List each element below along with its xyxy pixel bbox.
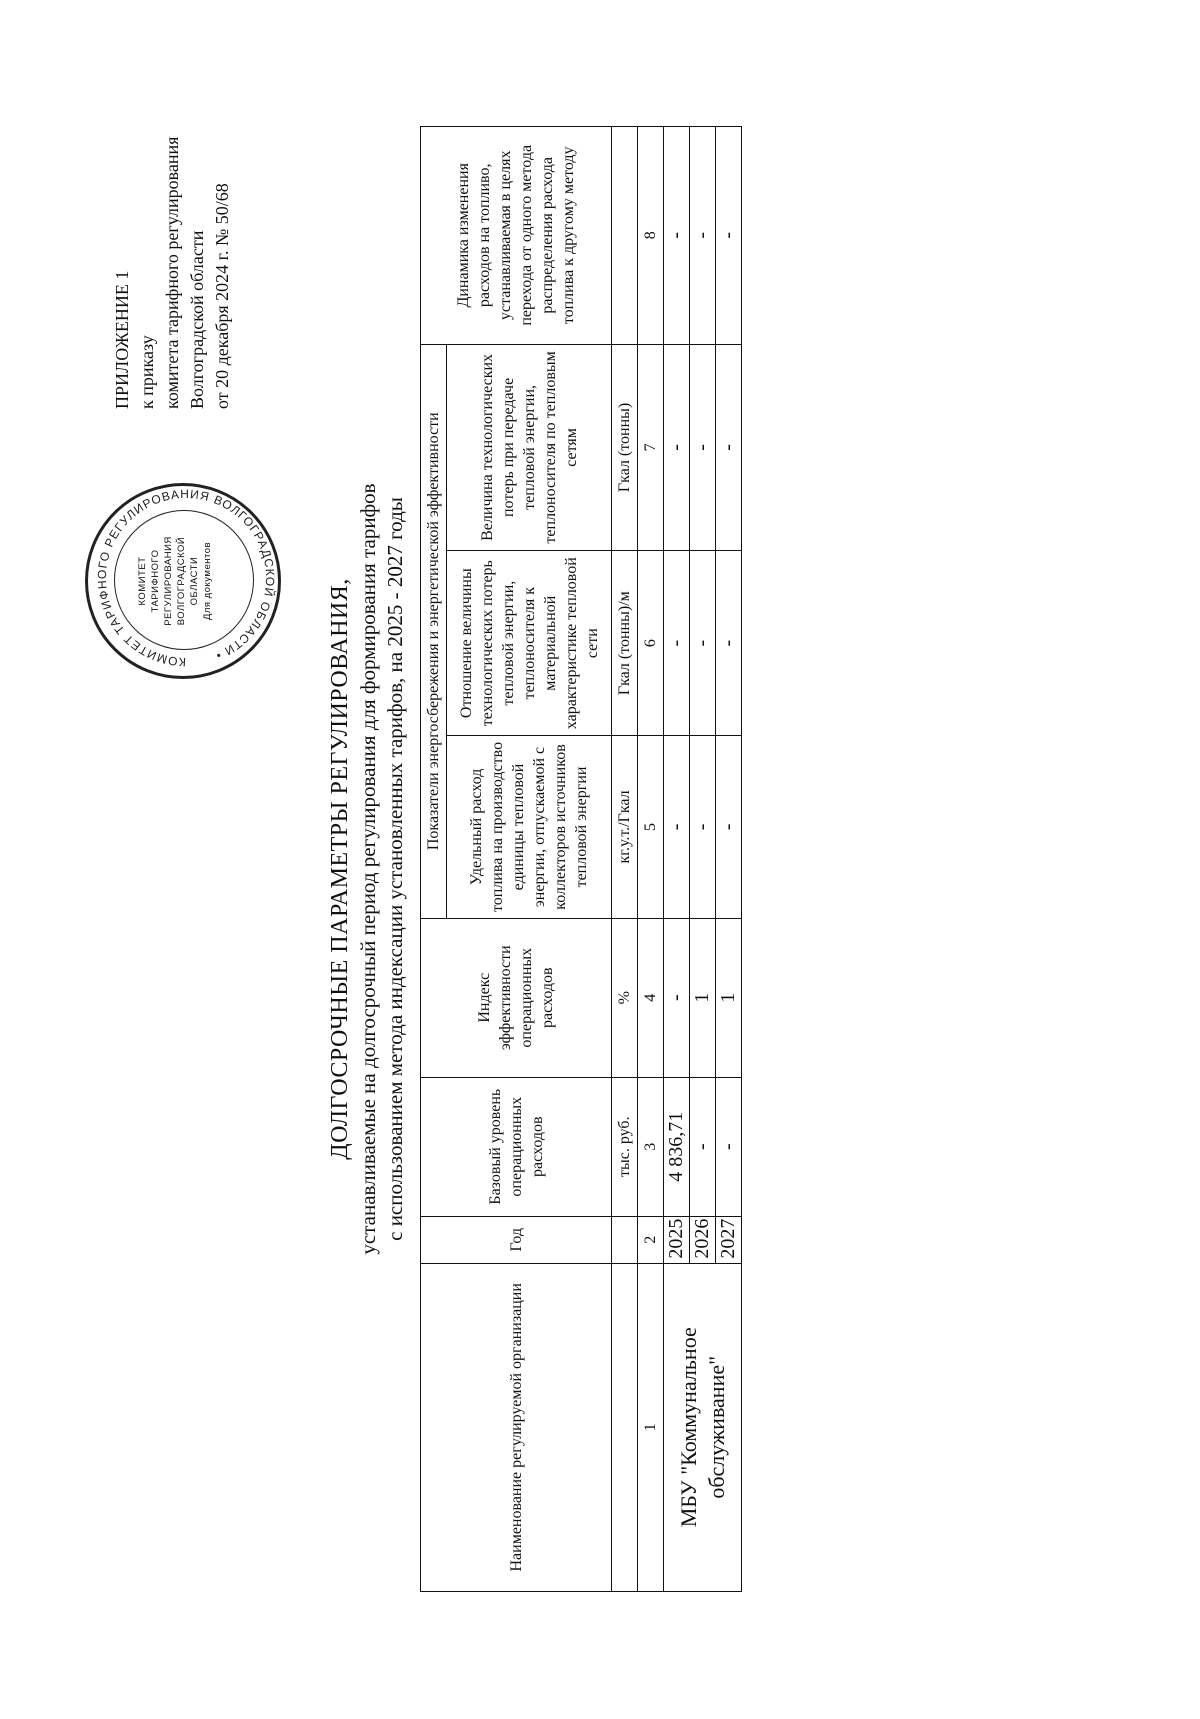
unit-cell [612, 1216, 638, 1263]
efficiency-index-cell: - [664, 918, 690, 1077]
seal-line: ВОЛГОГРАДСКОЙ [176, 536, 187, 626]
header-technological-losses: Величина технологических потерь при передаче тепловой энергии, теплоносителя по тепловым сетям [447, 344, 612, 551]
units-row [612, 127, 638, 1592]
document-subtitle [355, 319, 409, 1419]
base-level-cell: 4 836,71 [664, 1077, 690, 1216]
seal-line: ТАРИФНОГО [150, 549, 161, 613]
appendix-committee: комитета тарифного регулирования [162, 136, 182, 409]
base-level-cell: - [690, 1077, 716, 1216]
column-number: 5 [638, 736, 664, 919]
appendix-order-ref: к приказу [137, 335, 157, 409]
header-organization: Наименование регулируемой организации [421, 1263, 612, 1591]
column-number: 8 [638, 127, 664, 345]
subtitle-line-1: устанавливаемые на долгосрочный период регулирования для формирования тарифов [356, 483, 380, 1255]
column-number: 6 [638, 551, 664, 736]
unit-cell: % [612, 918, 638, 1077]
column-number-row [638, 127, 664, 1592]
fuel-consumption-cell: - [690, 736, 716, 919]
header-energy-indicators: Показатели энергосбережения и энергетической эффективности [421, 344, 447, 918]
appendix-date-number: от 20 декабря 2024 г. № 50/68 [212, 183, 232, 409]
unit-cell [612, 1263, 638, 1591]
organization-name: МБУ "Коммунальное обслуживание" [664, 1263, 742, 1591]
year-cell: 2027 [716, 1216, 742, 1263]
table-row [664, 127, 690, 1592]
column-number: 2 [638, 1216, 664, 1263]
fuel-dynamics-cell: - [716, 127, 742, 345]
seal-line: КОМИТЕТ [137, 556, 148, 606]
official-seal [85, 483, 281, 679]
seal-line: ОБЛАСТИ [189, 556, 200, 606]
header-row-1 [421, 127, 447, 1592]
fuel-dynamics-cell: - [690, 127, 716, 345]
header-loss-ratio: Отношение величины технологических потерь тепловой энергии, теплоносителя к материальной характеристике тепловой сети [447, 551, 612, 736]
efficiency-index-cell: 1 [716, 918, 742, 1077]
appendix-region: Волгоградской области [187, 230, 207, 409]
appendix-block [110, 29, 235, 409]
column-number: 4 [638, 918, 664, 1077]
column-number: 1 [638, 1263, 664, 1591]
header-fuel-dynamics: Динамика изменения расходов на топливо, устанавливаемая в целях перехода от одного метода распределения расхода топлива к другому методу [421, 127, 612, 345]
header-base-level: Базовый уровень операционных расходов [421, 1077, 612, 1216]
fuel-consumption-cell: - [716, 736, 742, 919]
header-efficiency-index: Индекс эффективности операционных расходов [421, 918, 612, 1077]
parameters-table [420, 126, 742, 1592]
seal-center-text [136, 486, 214, 676]
unit-cell: Гкал (тонны)/м [612, 551, 638, 736]
subtitle-line-2: с использованием метода индексации установленных тарифов, на 2025 - 2027 годы [383, 497, 407, 1241]
seal-ring-label: КОМИТЕТ ТАРИФНОГО РЕГУЛИРОВАНИЯ ВОЛГОГРАДСКОЙ ОБЛАСТИ • [94, 486, 278, 670]
loss-ratio-cell: - [690, 551, 716, 736]
seal-line: РЕГУЛИРОВАНИЯ [163, 536, 174, 626]
unit-cell: кг.у.т./Гкал [612, 736, 638, 919]
unit-cell: Гкал (тонны) [612, 344, 638, 551]
appendix-title: ПРИЛОЖЕНИЕ 1 [112, 270, 132, 409]
efficiency-index-cell: 1 [690, 918, 716, 1077]
year-cell: 2025 [664, 1216, 690, 1263]
loss-ratio-cell: - [664, 551, 690, 736]
year-cell: 2026 [690, 1216, 716, 1263]
technological-losses-cell: - [664, 344, 690, 551]
document-title: ДОЛГОСРОЧНЫЕ ПАРАМЕТРЫ РЕГУЛИРОВАНИЯ, [327, 578, 353, 1160]
fuel-consumption-cell: - [664, 736, 690, 919]
seal-line: Для документов [202, 541, 213, 621]
unit-cell [612, 127, 638, 345]
header-fuel-consumption: Удельный расход топлива на производство единицы тепловой энергии, отпускаемой с коллекторов источников тепловой энергии [447, 736, 612, 919]
column-number: 3 [638, 1077, 664, 1216]
base-level-cell: - [716, 1077, 742, 1216]
loss-ratio-cell: - [716, 551, 742, 736]
technological-losses-cell: - [716, 344, 742, 551]
fuel-dynamics-cell: - [664, 127, 690, 345]
technological-losses-cell: - [690, 344, 716, 551]
unit-cell: тыс. руб. [612, 1077, 638, 1216]
header-year: Год [421, 1216, 612, 1263]
column-number: 7 [638, 344, 664, 551]
